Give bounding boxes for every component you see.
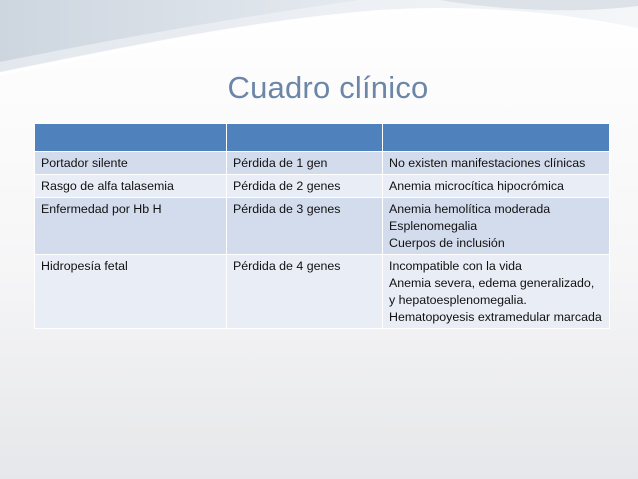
findings-cell (383, 198, 610, 255)
finding-line: Esplenomegalia (389, 219, 478, 233)
findings-cell (383, 175, 610, 198)
header-cell (35, 124, 227, 152)
header-wave-decoration (0, 0, 638, 130)
table-header-row (35, 124, 610, 152)
header-cell (227, 124, 383, 152)
condition-cell: Portador silente (35, 152, 227, 175)
finding-line: Hematopoyesis extramedular marcada (389, 310, 602, 324)
table-row (35, 255, 610, 329)
genes-cell: Pérdida de 1 gen (227, 152, 383, 175)
genes-cell: Pérdida de 2 genes (227, 175, 383, 198)
finding-line: Anemia hemolítica moderada (389, 202, 551, 216)
genes-cell: Pérdida de 4 genes (227, 255, 383, 329)
table-row (35, 175, 610, 198)
findings-cell (383, 255, 610, 329)
finding-line: Incompatible con la vida (389, 259, 522, 273)
condition-cell: Enfermedad por Hb H (35, 198, 227, 255)
finding-line: Anemia microcítica hipocrómica (389, 179, 564, 193)
findings-cell (383, 152, 610, 175)
finding-line: Cuerpos de inclusión (389, 236, 505, 250)
finding-line: No existen manifestaciones clínicas (389, 156, 586, 170)
finding-line: Anemia severa, edema generalizado, y hepatoesplenomegalia. (389, 276, 595, 307)
condition-cell: Rasgo de alfa talasemia (35, 175, 227, 198)
table-row (35, 198, 610, 255)
condition-cell: Hidropesía fetal (35, 255, 227, 329)
header-cell (383, 124, 610, 152)
table-row (35, 152, 610, 175)
clinical-table (34, 123, 610, 329)
genes-cell: Pérdida de 3 genes (227, 198, 383, 255)
slide-title: Cuadro clínico (227, 70, 429, 105)
